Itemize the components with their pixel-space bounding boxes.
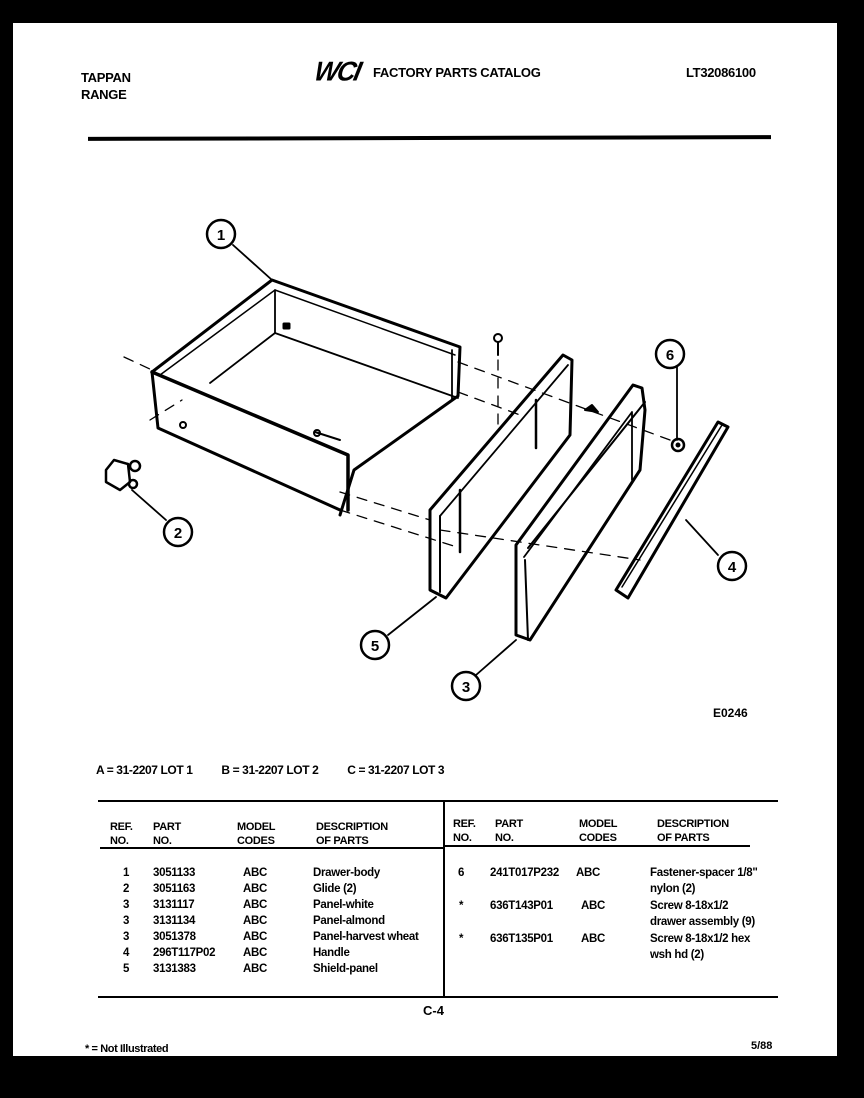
callout-2: 2	[173, 525, 183, 542]
table-bottom-rule	[98, 996, 778, 998]
figure-id: E0246	[713, 706, 748, 720]
fastener-spacer-part	[672, 439, 684, 451]
model-code-a: A = 31-2207 LOT 1	[96, 763, 193, 777]
brand-line-2: RANGE	[81, 87, 127, 102]
col-ref-no: REF. NO.	[110, 821, 133, 847]
table-column-divider	[443, 801, 445, 997]
model-code-c: C = 31-2207 LOT 3	[347, 763, 445, 777]
model-code-b: B = 31-2207 LOT 2	[221, 763, 319, 777]
model-legend	[96, 763, 470, 777]
col-ref-no-right: REF. NO.	[453, 818, 476, 844]
callout-4: 4	[727, 559, 737, 576]
col-model-codes-right: MODEL CODES	[579, 818, 618, 844]
side-screw-part	[585, 405, 598, 412]
glide-part	[106, 460, 140, 490]
col-part-no-right: PART NO.	[495, 818, 523, 844]
col-description-right: DESCRIPTION OF PARTS	[657, 818, 729, 844]
table-top-rule	[98, 800, 778, 802]
callout-5: 5	[370, 638, 380, 655]
drawer-body-part	[152, 280, 460, 515]
right-header-rule	[445, 845, 750, 847]
col-description: DESCRIPTION OF PARTS	[316, 821, 388, 847]
wci-logo: WCI	[311, 55, 363, 87]
col-part-no: PART NO.	[153, 821, 181, 847]
catalog-title: FACTORY PARTS CATALOG	[373, 65, 541, 80]
screw-part	[494, 334, 502, 355]
brand-line-1: TAPPAN	[81, 70, 131, 85]
exploded-parts-diagram	[13, 23, 837, 703]
not-illustrated-note: * = Not Illustrated	[85, 1043, 169, 1055]
document-number: LT32086100	[686, 65, 756, 80]
callout-6: 6	[665, 347, 675, 364]
col-model-codes: MODEL CODES	[237, 821, 276, 847]
callout-1: 1	[216, 227, 226, 244]
revision-date: 5/88	[751, 1040, 773, 1052]
callout-3: 3	[461, 679, 471, 696]
catalog-page: TAPPAN RANGE WCI FACTORY PARTS CATALOG LT32086100 1 2 3 4 5 6 E0246 A = 31-2207 LOT 1 B = 31-2207 LOT 2 C = 31-2207 LOT 3 REF. NO. PART NO. MODEL CODES DESCRIPTION OF PARTS REF. NO. PART NO. MODEL CODES DESCRIPTION OF PARTS 1 3051133 ABC Drawer-body 2 3051163 ABC Glide (2) 3 3131117 ABC Panel-white 3 3131134 ABC Panel-almond 3 3051378 ABC Panel-harvest wheat 4 296T117P02 ABC Handle 5 3131383 ABC Shield-panel 6 241T017P232 ABC Fastener-spacer 1/8" nylon (2) * 636T143P01 ABC Screw 8-18x1/2 drawer assembly (9) * 636T135P01 ABC Screw 8-18x1/2 hex wsh hd (2) C-4 * = Not Illustrated 5/88	[13, 23, 837, 1056]
page-number: C-4	[423, 1003, 444, 1018]
